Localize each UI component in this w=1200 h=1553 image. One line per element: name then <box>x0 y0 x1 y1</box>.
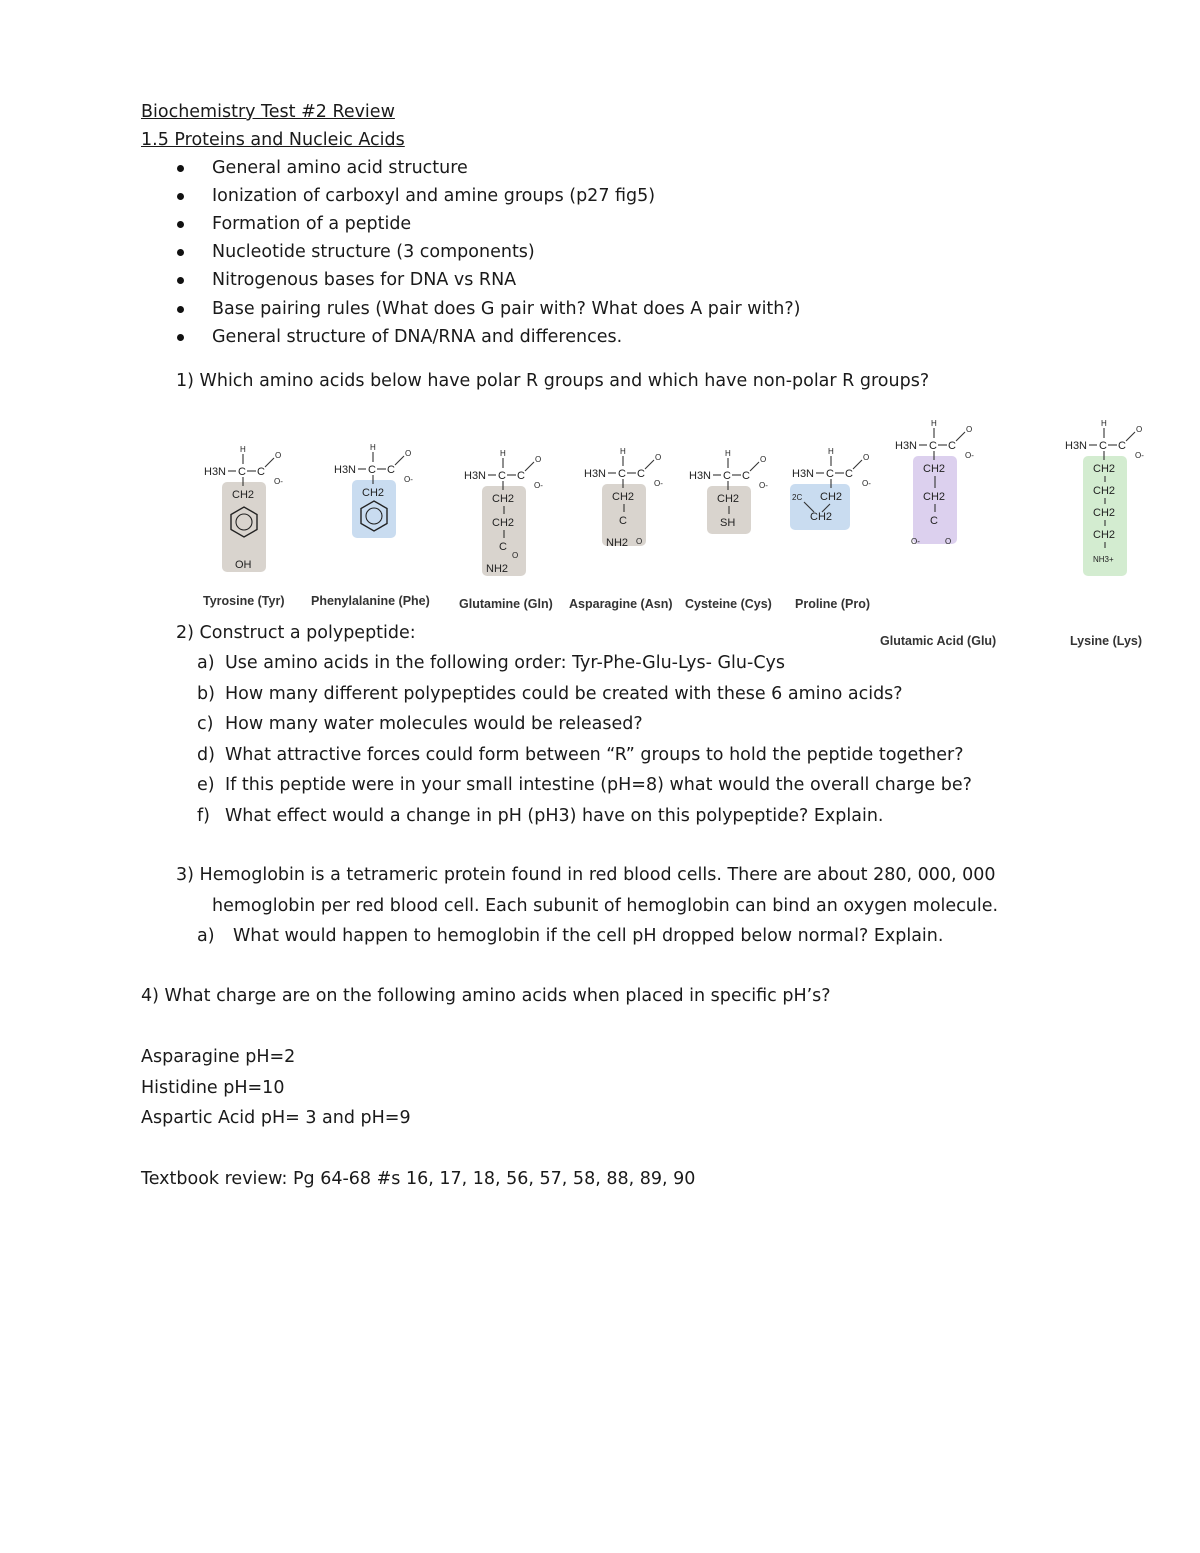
svg-text:CH2: CH2 <box>232 489 255 501</box>
svg-text:H3N: H3N <box>584 468 607 480</box>
list-item: a) Use amino acids in the following order: Tyr-Phe-Glu-Lys- Glu-Cys <box>197 653 786 673</box>
svg-text:H3N: H3N <box>204 466 227 478</box>
svg-text:O-: O- <box>404 475 413 484</box>
amino-acid-label: Glutamic Acid (Glu) <box>880 634 997 648</box>
amino-acid-structure <box>790 444 880 544</box>
svg-text:O: O <box>512 551 519 560</box>
svg-text:C: C <box>257 466 265 478</box>
question-3-continued: hemoglobin per red blood cell. Each subunit of hemoglobin can bind an oxygen molecule. <box>212 896 999 916</box>
svg-text:O-: O- <box>759 481 768 490</box>
svg-text:C: C <box>368 464 376 476</box>
question-2: 2) Construct a polypeptide: <box>176 623 416 643</box>
svg-text:C: C <box>618 468 626 480</box>
svg-text:C: C <box>637 468 645 480</box>
svg-text:H: H <box>370 443 376 452</box>
svg-text:NH3+: NH3+ <box>1093 555 1114 564</box>
amino-acid-label: Glutamine (Gln) <box>459 597 553 611</box>
svg-text:NH2: NH2 <box>486 563 509 575</box>
svg-text:C: C <box>619 515 627 527</box>
list-item: e) If this peptide were in your small intestine (pH=8) what would the overall charge be? <box>197 775 972 795</box>
svg-text:CH2: CH2 <box>1093 529 1116 541</box>
svg-text:O: O <box>1136 425 1143 434</box>
svg-text:H: H <box>620 447 626 456</box>
svg-text:H: H <box>931 419 937 428</box>
ph-item: Asparagine pH=2 <box>141 1047 296 1067</box>
svg-text:O: O <box>405 449 412 458</box>
svg-text:C: C <box>517 470 525 482</box>
svg-text:O-: O- <box>1135 451 1144 460</box>
svg-text:C: C <box>1099 440 1107 452</box>
svg-text:CH2: CH2 <box>820 491 843 503</box>
svg-text:O-: O- <box>862 479 871 488</box>
svg-text:O: O <box>636 537 643 546</box>
svg-text:O: O <box>655 453 662 462</box>
svg-text:CH2: CH2 <box>492 493 515 505</box>
amino-acid-label: Asparagine (Asn) <box>569 597 673 611</box>
svg-text:CH2: CH2 <box>717 493 740 505</box>
svg-text:NH2: NH2 <box>606 537 629 549</box>
svg-text:O: O <box>760 455 767 464</box>
svg-text:H: H <box>240 445 246 454</box>
svg-text:CH2: CH2 <box>1093 485 1116 497</box>
svg-text:O-: O- <box>965 451 974 460</box>
list-item: c) How many water molecules would be released? <box>197 714 643 734</box>
svg-text:H3N: H3N <box>689 470 712 482</box>
question-3: 3) Hemoglobin is a tetrameric protein found in red blood cells. There are about 280, 000, 000 <box>176 865 996 885</box>
amino-acid-structure <box>332 440 427 560</box>
svg-text:CH2: CH2 <box>810 511 833 523</box>
svg-text:C: C <box>930 515 938 527</box>
svg-text:C: C <box>948 440 956 452</box>
svg-text:CH2: CH2 <box>492 517 515 529</box>
amino-acid-label: Tyrosine (Tyr) <box>203 594 285 608</box>
question-4: 4) What charge are on the following amino acids when placed in specific pH’s? <box>141 986 831 1006</box>
svg-text:C: C <box>845 468 853 480</box>
amino-acid-structure <box>582 444 677 564</box>
amino-acid-structure <box>462 446 557 586</box>
svg-text:H: H <box>1101 419 1107 428</box>
amino-acid-label: Proline (Pro) <box>795 597 871 611</box>
svg-text:O: O <box>863 453 870 462</box>
svg-text:O-: O- <box>911 537 920 546</box>
svg-text:C: C <box>929 440 937 452</box>
svg-text:CH2: CH2 <box>612 491 635 503</box>
amino-acid-structure <box>202 442 297 582</box>
svg-text:2C: 2C <box>792 493 803 502</box>
svg-text:CH2: CH2 <box>1093 507 1116 519</box>
amino-acid-structure <box>893 416 988 556</box>
svg-text:H3N: H3N <box>1065 440 1088 452</box>
svg-text:H3N: H3N <box>334 464 357 476</box>
svg-text:CH2: CH2 <box>923 463 946 475</box>
svg-text:CH2: CH2 <box>362 487 385 499</box>
svg-text:O: O <box>535 455 542 464</box>
svg-text:H3N: H3N <box>464 470 487 482</box>
amino-acid-label: Lysine (Lys) <box>1070 634 1143 648</box>
svg-text:C: C <box>826 468 834 480</box>
amino-acid-structure <box>687 446 777 546</box>
svg-text:CH2: CH2 <box>923 491 946 503</box>
textbook-review: Textbook review: Pg 64-68 #s 16, 17, 18, 56, 57, 58, 88, 89, 90 <box>141 1169 696 1189</box>
list-item: f) What effect would a change in pH (pH3) have on this polypeptide? Explain. <box>197 806 884 826</box>
list-item: b) How many different polypeptides could be created with these 6 amino acids? <box>197 684 903 704</box>
svg-text:SH: SH <box>720 517 736 529</box>
svg-text:H: H <box>500 449 506 458</box>
svg-text:H3N: H3N <box>895 440 918 452</box>
svg-text:O: O <box>966 425 973 434</box>
ph-item: Aspartic Acid pH= 3 and pH=9 <box>141 1108 411 1128</box>
svg-text:O-: O- <box>654 479 663 488</box>
svg-text:H: H <box>828 447 834 456</box>
svg-text:C: C <box>742 470 750 482</box>
svg-text:H: H <box>725 449 731 458</box>
svg-text:C: C <box>1118 440 1126 452</box>
amino-acid-structure <box>1063 416 1158 591</box>
list-item: d) What attractive forces could form between “R” groups to hold the peptide together? <box>197 745 964 765</box>
svg-text:C: C <box>387 464 395 476</box>
page-title: Biochemistry Test #2 Review <box>141 102 395 122</box>
svg-text:O: O <box>945 537 952 546</box>
svg-text:C: C <box>723 470 731 482</box>
question-1: 1) Which amino acids below have polar R groups and which have non-polar R groups? <box>176 371 930 391</box>
svg-text:O-: O- <box>534 481 543 490</box>
svg-text:C: C <box>238 466 246 478</box>
amino-acid-label: Cysteine (Cys) <box>685 597 772 611</box>
question-3-part-a: a) What would happen to hemoglobin if the cell pH dropped below normal? Explain. <box>197 926 944 946</box>
svg-text:O: O <box>275 451 282 460</box>
svg-text:O-: O- <box>274 477 283 486</box>
amino-acid-label: Phenylalanine (Phe) <box>311 594 430 608</box>
ph-item: Histidine pH=10 <box>141 1078 285 1098</box>
svg-text:OH: OH <box>235 559 252 571</box>
svg-text:CH2: CH2 <box>1093 463 1116 475</box>
svg-text:C: C <box>499 541 507 553</box>
svg-text:C: C <box>498 470 506 482</box>
section-heading: 1.5 Proteins and Nucleic Acids <box>141 130 405 150</box>
svg-text:H3N: H3N <box>792 468 815 480</box>
